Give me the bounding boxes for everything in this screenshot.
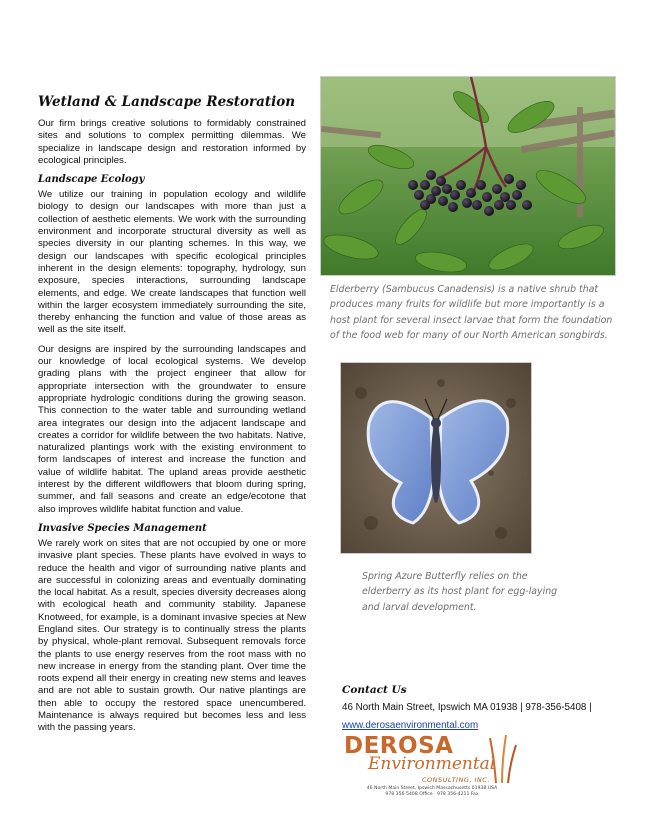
invasive-species-paragraph: We rarely work on sites that are not occupied by one or more invasive plant species. These plants have evolved in ways to reduce the health and vigor of surrounding native plants and are successful in colonizing areas and eventually dominating the local habitat. As a result, species diversity decreases along with ecological heath and community stability. Japanese Knotweed, for example, is a dominant invasive species at New England sites. Our strategy is to continually stress the plants by physical, whole-plant removal. Subsequent removals force the plants to use energy reserves from the root mass with no new increase in energy from the standing plant. Over time the roots expend all their energy in creating new stems and leaves and are not able to sustain growth. Our native plantings are then able to occupy the restored space unencumbered. Maintenance is always required but becomes less and less with the passing years. [38,537,306,734]
website-link[interactable]: www.derosaenvironmental.com [342,720,479,731]
butterfly-caption: Spring Azure Butterfly relies on the elderberry as its host plant for egg-laying and larval development. [362,571,558,613]
landscape-ecology-paragraph-1: We utilize our training in population ecology and wildlife biology to design our landscapes with more than just a collection of aesthetic elements. We work with the surrounding environment and incorporate structural diversity as well as species diversity in our planting schemes. In this way, we design our landscapes with specific ecological principles inherent in the design elements: topography, hydrology, sun exposure, species interactions, surrounding landscape elements, and edge. We create landscapes that function well within the larger ecosystem immediately surrounding the site, thereby enhancing the function and value of those areas as well as the site itself. [38,189,306,336]
article-column [38,94,306,742]
contact-heading: Contact Us [342,684,407,696]
logo-name-line2: Environmental [368,754,496,774]
logo-phone-line: 978 356-5408 Office · 978 356-4211 Fax [385,792,479,797]
intro-paragraph: Our firm brings creative solutions to formidably constrained sites and solutions to complex permitting dilemmas. We specialize in landscape design and restoration informed by ecological principles. [38,118,306,166]
section-heading-invasive-species: Invasive Species Management [38,522,207,534]
grass-icon [488,733,518,783]
section-heading-landscape-ecology: Landscape Ecology [38,174,145,186]
logo-address [342,786,522,798]
page-title: Wetland & Landscape Restoration [38,94,296,110]
contact-address: 46 North Main Street, Ipswich MA 01938 | 978-356-5408 | [342,702,592,713]
company-logo [342,733,522,803]
logo-name-line1: DEROSA [344,733,454,759]
contact-block [342,684,612,733]
butterfly-photo [340,362,532,554]
landscape-ecology-paragraph-2: Our designs are inspired by the surrounding landscapes and our knowledge of local ecological systems. We develop grading plans with the project engineer that allow for appropriate intersection with the groundwater to ensure appropriate hydrologic conditions during the growing season. This connection to the water table and surrounding wetland area integrates our design into the adjacent landscape and creates a corridor for wildlife between the two habitats. Native, naturalized plantings work with the existing environment to form landscapes of interest and increase the function and value of wildlife habitat. The upland areas provide aesthetic interest by the different wildflowers that bloom during spring, summer, and fall seasons and create an edge/ecotone that also improves wildlife habitat function and value. [38,343,306,515]
logo-tagline: CONSULTING, INC. [422,776,490,784]
elderberry-photo [320,76,616,276]
elderberry-caption: Elderberry (Sambucus Canadensis) is a native shrub that produces many fruits for wildlife but more importantly is a host plant for several insect larvae that form the foundation of the food web for many of our North American songbirds. [330,284,613,342]
logo-address-line: 46 North Main Street, Ipswich Massachusetts 01938 USA [366,786,498,791]
